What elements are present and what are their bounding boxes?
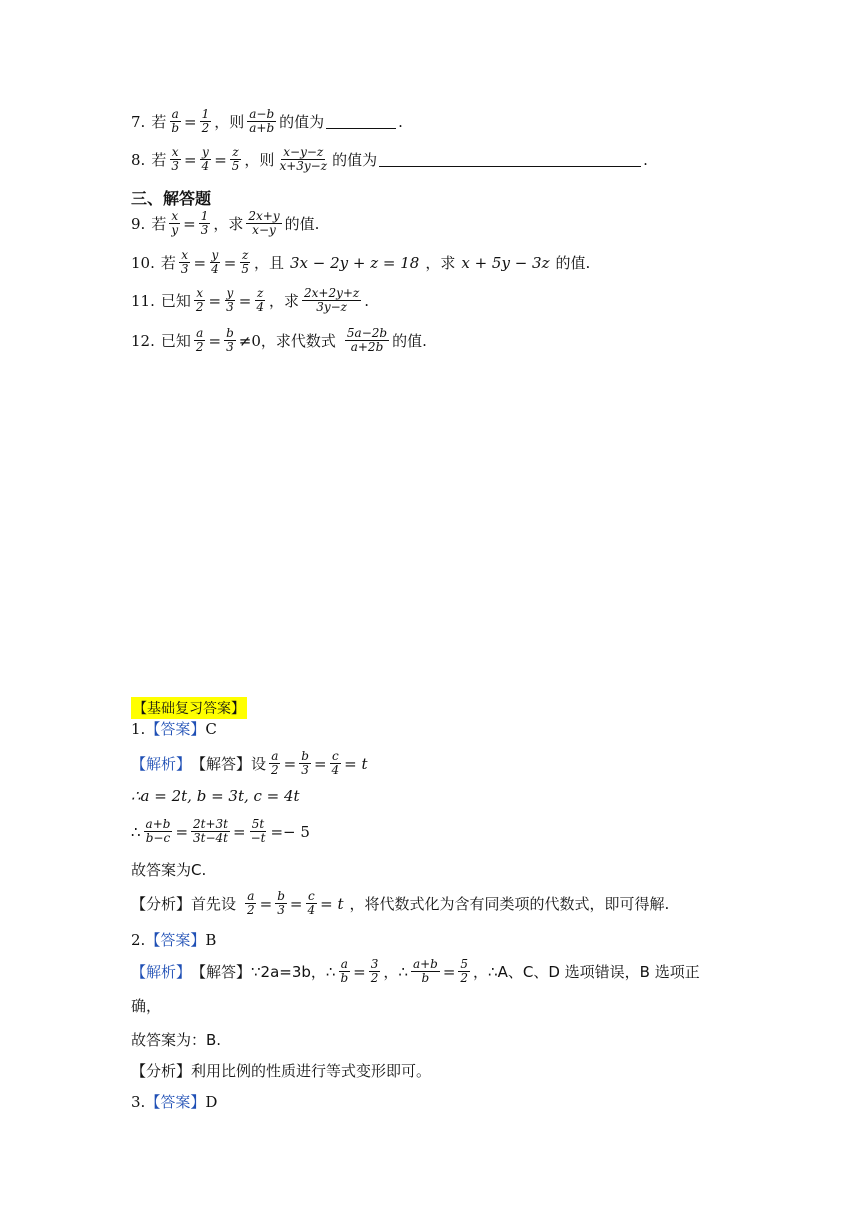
answer-blank[interactable] — [379, 152, 641, 167]
fraction: $\frac{b}{3}$ — [277, 889, 285, 917]
analysis-tag: 【解析】 — [131, 963, 192, 981]
solution-1: 【解析】 【解答】设 $\frac{a}{2}$ = $\frac{b}{3}$ = $\frac{c}{4}$ = t — [131, 749, 368, 777]
solution-1-calc: ∴ $\frac{a+b}{b-c}$ = $\frac{2t+3t}{3t-4t}$ = $\frac{5t}{-t}$ =− 5 — [131, 817, 310, 845]
answer-number: 1. — [131, 719, 146, 738]
fraction: $\frac{a-b}{a+b}$ — [249, 107, 275, 135]
fraction: $\frac{c}{4}$ — [331, 749, 340, 777]
problem-9: 9. 若 $\frac{x}{y}$ = $\frac{1}{3}$ ， 求 $\frac{2x+y}{x-y}$ 的值. — [131, 209, 320, 237]
text-qiu: 求 — [228, 215, 244, 233]
analysis-1: 【分析】首先设 $\frac{a}{2}$ = $\frac{b}{3}$ = $\frac{c}{4}$ = t ，将代数式化为含有同类项的代数式，即可得解. — [131, 889, 670, 917]
fraction: $\frac{y}{4}$ — [201, 145, 210, 173]
answers-header-label: 【基础复习答案】 — [131, 697, 247, 719]
fraction: $\frac{b}{3}$ — [226, 326, 234, 354]
analysis-tag: 【解析】 — [131, 755, 192, 773]
text-yizhi: 已知 — [160, 332, 191, 350]
problem-10: 10. 若 $\frac{x}{3}$ = $\frac{y}{4}$ = $\frac{z}{5}$ ， 且 3x − 2y + z = 18 ， 求 x + 5y − 3z 的值. — [131, 248, 591, 276]
answers-header — [131, 697, 247, 719]
condition-equation: 3x − 2y + z = 18 — [289, 253, 420, 272]
fraction: $\frac{y}{4}$ — [211, 248, 219, 276]
fraction: $\frac{5}{2}$ — [460, 957, 469, 985]
answer-tag: 【答案】 — [145, 931, 206, 949]
text-tail: 的值. — [555, 254, 591, 272]
problem-12: 12. 已知 $\frac{a}{2}$ = $\frac{b}{3}$ ≠0，求代数式 $\frac{5a-2b}{a+2b}$ 的值. — [131, 326, 427, 354]
fraction: $\frac{y}{3}$ — [226, 286, 234, 314]
solution-label: 【解答】设 — [191, 755, 267, 773]
text-tail: 的值为 — [279, 113, 325, 131]
problem-number: 11. — [131, 291, 155, 310]
target-expression: x + 5y − 3z — [461, 253, 550, 272]
fraction: $\frac{2x+2y+z}{3y-z}$ — [303, 286, 360, 314]
fraction: $\frac{x-y-z}{x+3y-z}$ — [279, 145, 328, 173]
problem-8: 8. 若 $\frac{x}{3}$ = $\frac{y}{4}$ = $\frac{z}{5}$ ， 则 $\frac{x-y-z}{x+3y-z}$ 的值为 . — [131, 145, 648, 173]
answer-value: B — [205, 930, 217, 949]
problem-7 — [131, 108, 403, 135]
text-ruo: 若 — [151, 215, 167, 233]
answer-1 — [131, 718, 217, 739]
text-ze: 则 — [259, 151, 275, 169]
fraction: $\frac{z}{4}$ — [256, 286, 264, 314]
fraction: $\frac{2t+3t}{3t-4t}$ — [193, 817, 228, 845]
solution-1-final: 故答案为C. — [131, 861, 207, 879]
fraction: $\frac{a}{b}$ — [171, 107, 180, 135]
text-qiu: 求 — [283, 292, 299, 310]
problem-number: 10. — [131, 253, 155, 272]
problem-number: 8. — [131, 150, 146, 169]
text-tail: 的值. — [392, 332, 427, 350]
answer-number: 3. — [131, 1092, 146, 1111]
problem-number: 7. — [131, 112, 146, 131]
text-yizhi: 已知 — [160, 292, 191, 310]
fraction: $\frac{3}{2}$ — [370, 957, 379, 985]
fraction: $\frac{x}{3}$ — [171, 145, 179, 173]
fraction: $\frac{1}{3}$ — [200, 209, 209, 237]
answer-value: D — [205, 1092, 218, 1111]
solution-label: 【解答】∵2a=3b，∴ — [191, 963, 336, 981]
result: =− 5 — [270, 822, 310, 841]
text-ruo: 若 — [151, 151, 167, 169]
text-ruo: 若 — [160, 254, 176, 272]
solution-2: 【解析】 【解答】∵2a=3b，∴ $\frac{a}{b}$ = $\frac{3}{2}$ ，∴ $\frac{a+b}{b}$ = $\frac{5}{2}$ ，∴A、C、D 选项错误，B 选项正 — [131, 957, 700, 985]
fraction: $\frac{x}{y}$ — [171, 209, 179, 237]
answer-tag: 【答案】 — [145, 720, 206, 738]
solution-text: ，∴A、C、D 选项错误，B 选项正 — [473, 963, 700, 981]
solution-2-cont: 确， — [131, 997, 162, 1015]
fraction: $\frac{a+b}{b-c}$ — [145, 817, 171, 845]
problem-11: 11. 已知 $\frac{x}{2}$ = $\frac{y}{3}$ = $\frac{z}{4}$ ， 求 $\frac{2x+2y+z}{3y-z}$ . — [131, 286, 370, 314]
fraction: $\frac{5t}{-t}$ — [250, 817, 266, 845]
problem-number: 12. — [131, 331, 155, 350]
answer-value: C — [205, 719, 217, 738]
therefore: ∴ — [131, 822, 141, 841]
answer-2 — [131, 929, 216, 950]
text-qie: 且 — [268, 254, 284, 272]
text-condition: ≠0，求代数式 — [238, 332, 336, 350]
fraction: $\frac{z}{5}$ — [241, 248, 249, 276]
equals-t: = t — [320, 894, 344, 913]
analysis-text: ，将代数式化为含有同类项的代数式，即可得解. — [349, 895, 670, 913]
answer-tag: 【答案】 — [145, 1093, 206, 1111]
answer-number: 2. — [131, 930, 146, 949]
problem-number: 9. — [131, 214, 146, 233]
period: . — [643, 150, 648, 169]
equals: = — [184, 112, 197, 131]
answer-3 — [131, 1091, 217, 1112]
therefore-text: ，∴ — [383, 963, 408, 981]
answer-blank[interactable] — [326, 114, 396, 129]
text-tail: 的值为 — [332, 151, 378, 169]
section-title: 三、解答题 — [131, 189, 212, 208]
fraction: $\frac{a}{b}$ — [340, 957, 349, 985]
fraction: $\frac{b}{3}$ — [301, 749, 309, 777]
fraction: $\frac{z}{5}$ — [231, 145, 240, 173]
analysis-2: 【分析】利用比例的性质进行等式变形即可。 — [131, 1062, 432, 1080]
text-ze: 则 — [229, 113, 245, 131]
period: . — [364, 291, 370, 310]
fraction: $\frac{c}{4}$ — [307, 889, 316, 917]
fraction: $\frac{a}{2}$ — [247, 889, 255, 917]
fraction: $\frac{x}{2}$ — [195, 286, 204, 314]
comma: ， — [214, 113, 230, 131]
period: . — [398, 112, 403, 131]
fraction: $\frac{2x+y}{x-y}$ — [248, 209, 280, 237]
equals-t: = t — [344, 754, 368, 773]
fraction: $\frac{1}{2}$ — [201, 107, 210, 135]
text-qiu: 求 — [440, 254, 456, 272]
solution-1-step: ∴a = 2t, b = 3t, c = 4t — [131, 787, 300, 805]
fraction: $\frac{a}{2}$ — [271, 749, 279, 777]
fraction: $\frac{5a-2b}{a+2b}$ — [346, 326, 388, 354]
analysis-label: 【分析】首先设 — [131, 895, 237, 913]
text-ruo: 若 — [151, 113, 167, 131]
solution-2-final: 故答案为：B. — [131, 1031, 222, 1049]
fraction: $\frac{x}{3}$ — [180, 248, 189, 276]
text-tail: 的值. — [284, 215, 320, 233]
fraction: $\frac{a+b}{b}$ — [412, 957, 438, 985]
fraction: $\frac{a}{2}$ — [195, 326, 204, 354]
